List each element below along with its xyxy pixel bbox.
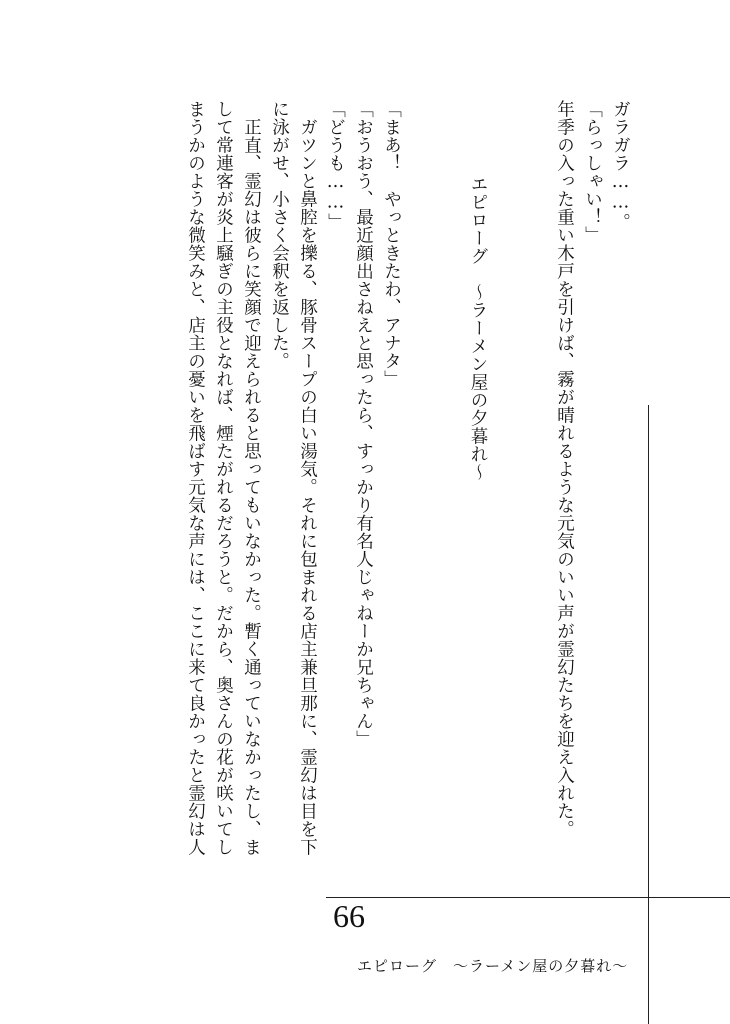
horizontal-rule <box>326 897 730 898</box>
text-column: に泳がせ、小さく会釈を返した。 <box>269 100 290 370</box>
text-column: して常連客が炎上騒ぎの主役となれば、煙たがれるだろうと。だから、奥さんの花が咲いてし <box>213 100 234 856</box>
text-column: ガラガラ……。 <box>610 100 631 231</box>
section-title: エピローグ ～ラーメン屋の夕暮れ～ <box>468 175 488 481</box>
text-column: まうかのような微笑みと、店主の憂いを飛ばす元気な声には、ここに来て良かったと霊幻は人 <box>185 100 206 856</box>
text-column: 「らっしゃい！」 <box>582 100 603 244</box>
vertical-rule <box>648 405 649 1024</box>
text-column: 年季の入った重い木戸を引けば、霧が晴れるような元気のいい声が霊幻たちを迎え入れた。 <box>554 100 575 838</box>
text-column: 正直、霊幻は彼らに笑顔で迎えられると思ってもいなかった。暫く通っていなかったし、ま <box>241 118 262 856</box>
page-number: 66 <box>333 898 365 934</box>
running-head: エピローグ ～ラーメン屋の夕暮れ～ <box>357 957 629 975</box>
text-column: ガツンと鼻腔を擽る、豚骨スープの白い湯気。それに包まれる店主兼旦那に、霊幻は目を下 <box>297 118 318 856</box>
text-column: 「おうおう、最近顔出さねえと思ったら、すっかり有名人じゃねーか兄ちゃん」 <box>353 100 374 748</box>
text-column: 「どうも……」 <box>325 100 346 231</box>
text-column: 「まあ！ やっときたわ、アナタ」 <box>381 100 402 388</box>
